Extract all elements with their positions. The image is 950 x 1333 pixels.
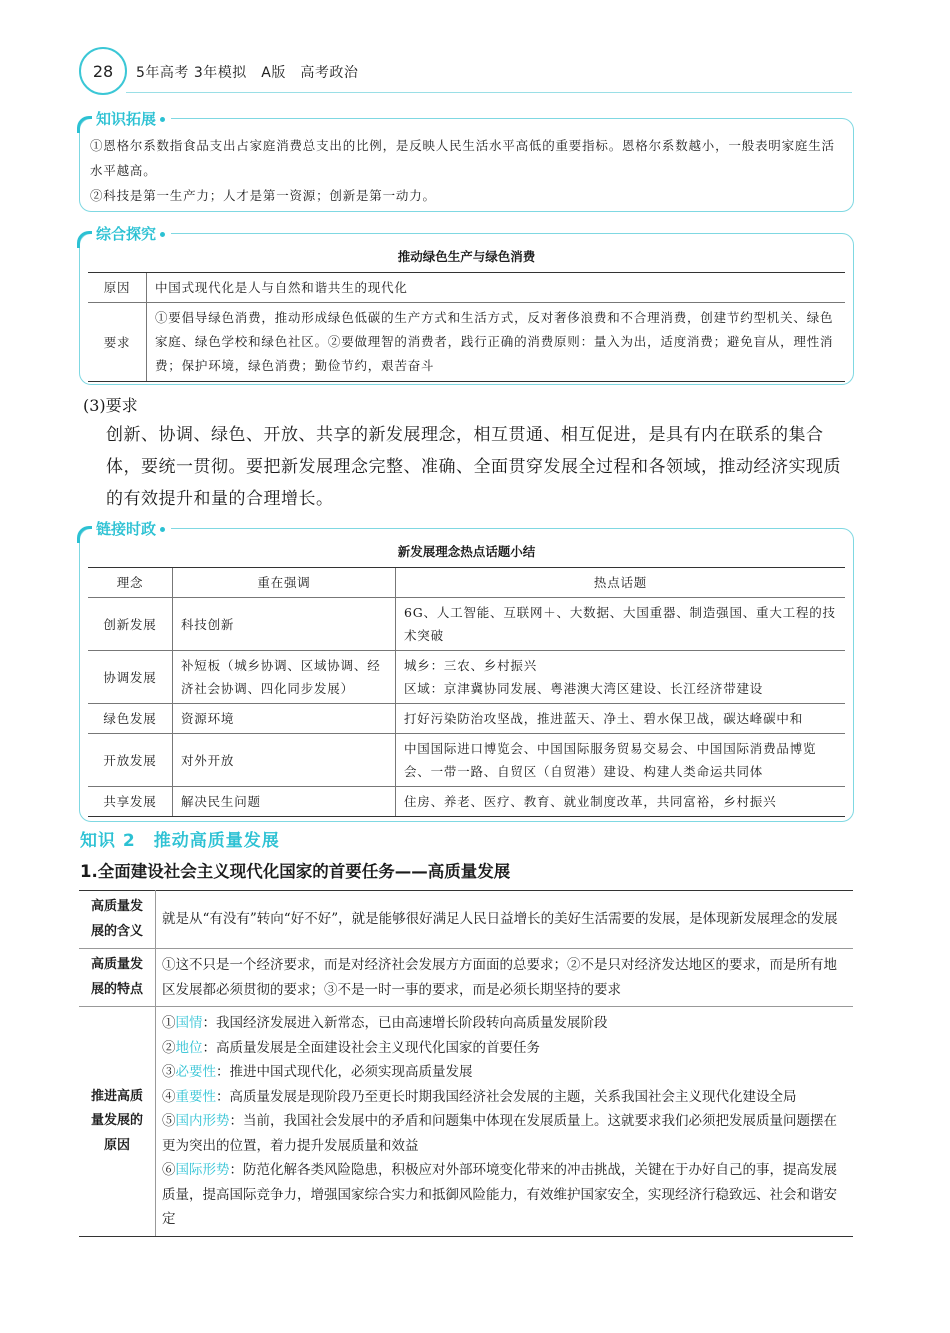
reason-item: ②地位：高质量发展是全面建设社会主义现代化国家的首要任务 xyxy=(162,1039,540,1056)
row-label: 原因 xyxy=(88,273,147,303)
row-content: 中国式现代化是人与自然和谐共生的现代化 xyxy=(147,273,846,303)
reason-keyword: 重要性 xyxy=(175,1088,216,1105)
explore-table xyxy=(88,272,845,382)
table-cell: 6G、人工智能、互联网＋、大数据、大国重器、制造强国、重大工程的技术突破 xyxy=(396,598,846,651)
requirement-paragraph: 创新、协调、绿色、开放、共享的新发展理念，相互贯通、相互促进，是具有内在联系的集合体，要统一贯彻。要把新发展理念完整、准确、全面贯穿发展全过程和各领域，推动经济实现质的有效提升和量的合理增长。 xyxy=(106,425,841,509)
tag-dot-icon xyxy=(160,527,165,532)
column-header: 重在强调 xyxy=(173,568,396,598)
table-cell: 解决民生问题 xyxy=(173,787,396,817)
reason-item: ⑤国内形势：当前，我国社会发展中的矛盾和问题集中体现在发展质量上。这就要求我们必须把发展质量问题摆在更为突出的位置，着力提升发展质量和效益 xyxy=(162,1113,837,1154)
reason-item: ③必要性：推进中国式现代化，必须实现高质量发展 xyxy=(162,1064,473,1080)
current-table-title: 新发展理念热点话题小结 xyxy=(397,544,536,559)
table-header-row xyxy=(88,568,845,598)
table-cell: 协调发展 xyxy=(88,651,173,704)
reason-item: ④重要性：高质量发展是现阶段乃至更长时期我国经济社会发展的主题，关系我国社会主义现代化建设全局 xyxy=(162,1088,797,1105)
section-heading: 知识 2 推动高质量发展 xyxy=(80,831,280,851)
table-row xyxy=(79,1007,853,1237)
row-content: ①这不只是一个经济要求，而是对经济社会发展方方面面的总要求；②不是只对经济发达地区的要求，而是所有地区发展都必须贯彻的要求；③不是一时一事的要求，而是必须长期坚持的要求 xyxy=(156,949,854,1007)
current-affairs-table xyxy=(88,567,845,817)
high-quality-development-table xyxy=(79,890,853,1237)
requirement-label: (3)要求 xyxy=(83,396,138,415)
row-content: 就是从“有没有”转向“好不好”，就是能够很好满足人民日益增长的美好生活需要的发展，是体现新发展理念的发展 xyxy=(156,891,854,949)
table-cell: 资源环境 xyxy=(173,704,396,734)
tip-line: ①恩格尔系数指食品支出占家庭消费总支出的比例，是反映人民生活水平高低的重要指标。恩格尔系数越小，一般表明家庭生活水平越高。 xyxy=(90,138,835,178)
tag-dot-icon xyxy=(160,117,165,122)
reason-keyword: 地位 xyxy=(175,1039,203,1056)
explore-table-title: 推动绿色生产与绿色消费 xyxy=(397,249,536,264)
table-row xyxy=(88,303,845,382)
table-cell: 住房、养老、医疗、教育、就业制度改革，共同富裕，乡村振兴 xyxy=(396,787,846,817)
reason-keyword: 国内形势 xyxy=(175,1113,230,1129)
tip-line: ②科技是第一生产力；人才是第一资源；创新是第一动力。 xyxy=(90,188,436,203)
table-cell: 创新发展 xyxy=(88,598,173,651)
row-label: 高质量发展的特点 xyxy=(79,949,156,1007)
table-cell: 中国国际进口博览会、中国国际服务贸易交易会、中国国际消费品博览会、一带一路、自贸区（自贸港）建设、构建人类命运共同体 xyxy=(396,734,846,787)
header-divider xyxy=(126,92,852,93)
table-row xyxy=(88,651,845,704)
table-row xyxy=(88,787,845,817)
tag-dot-icon xyxy=(160,232,165,237)
page-number-badge xyxy=(79,47,127,95)
knowledge-extension-text xyxy=(90,133,848,208)
row-label: 要求 xyxy=(88,303,147,382)
table-cell: 开放发展 xyxy=(88,734,173,787)
book-title: 5年高考 3年模拟 A版 高考政治 xyxy=(136,65,359,81)
table-cell: 对外开放 xyxy=(173,734,396,787)
table-cell: 城乡：三农、乡村振兴 区域：京津冀协同发展、粤港澳大湾区建设、长江经济带建设 xyxy=(396,651,846,704)
table-cell: 科技创新 xyxy=(173,598,396,651)
row-content: ①要倡导绿色消费，推动形成绿色低碳的生产方式和生活方式，反对奢侈浪费和不合理消费，创建节约型机关、绿色家庭、绿色学校和绿色社区。②要做理智的消费者，践行正确的消费原则：量入为出，适度消费；避免盲从，理性消费；保护环境，绿色消费；勤俭节约，艰苦奋斗 xyxy=(147,303,846,382)
comprehensive-explore-box xyxy=(79,225,854,385)
current-affairs-tag: 链接时政 xyxy=(92,518,171,539)
reason-keyword: 国情 xyxy=(175,1015,203,1031)
current-affairs-box xyxy=(79,520,854,822)
row-label: 高质量发展的含义 xyxy=(79,891,156,949)
table-row xyxy=(88,704,845,734)
knowledge-extension-box xyxy=(79,110,854,212)
table-cell: 补短板（城乡协调、区域协调、经济社会协调、四化同步发展） xyxy=(173,651,396,704)
reason-item: ①国情：我国经济发展进入新常态，已由高速增长阶段转向高质量发展阶段 xyxy=(162,1015,608,1031)
table-cell: 打好污染防治攻坚战，推进蓝天、净土、碧水保卫战，碳达峰碳中和 xyxy=(396,704,846,734)
reason-keyword: 必要性 xyxy=(175,1064,216,1080)
subsection-heading: 1.全面建设社会主义现代化国家的首要任务——高质量发展 xyxy=(80,862,511,881)
table-row xyxy=(79,891,853,949)
table-row xyxy=(88,273,845,303)
reason-item: ⑥国际形势：防范化解各类风险隐患，积极应对外部环境变化带来的冲击挑战，关键在于办好自己的事，提高发展质量，提高国际竞争力，增强国家综合实力和抵御风险能力，有效维护国家安全，实现经济行稳致远、社会和谐安定 xyxy=(162,1162,837,1227)
reasons-list xyxy=(156,1007,854,1237)
reason-keyword: 国际形势 xyxy=(175,1162,230,1178)
row-label: 推进高质量发展的原因 xyxy=(79,1007,156,1237)
column-header: 理念 xyxy=(88,568,173,598)
table-cell: 绿色发展 xyxy=(88,704,173,734)
table-cell: 共享发展 xyxy=(88,787,173,817)
knowledge-extension-tag: 知识拓展 xyxy=(92,108,171,129)
table-row xyxy=(88,598,845,651)
table-row xyxy=(79,949,853,1007)
column-header: 热点话题 xyxy=(396,568,846,598)
comprehensive-explore-tag: 综合探究 xyxy=(92,223,171,244)
table-row xyxy=(88,734,845,787)
page-number: 28 xyxy=(92,61,114,81)
